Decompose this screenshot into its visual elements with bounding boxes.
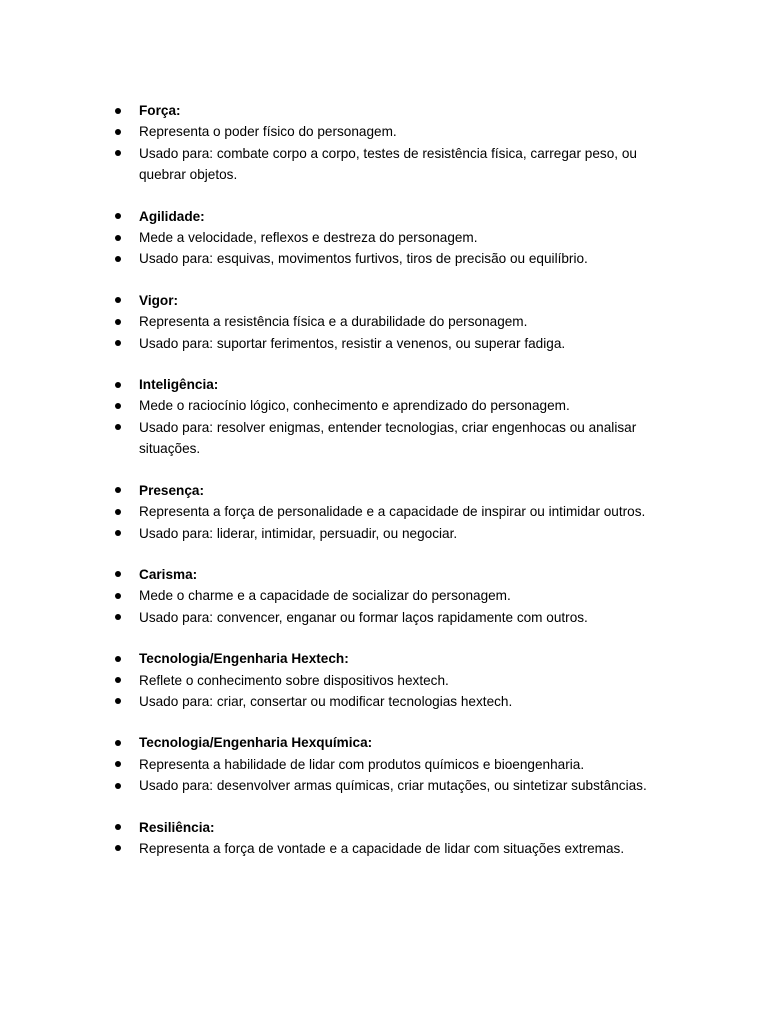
- attribute-detail-item: [115, 754, 675, 775]
- attribute-title: Tecnologia/Engenharia Hextech:: [139, 651, 349, 667]
- attribute-detail-item: [115, 670, 675, 691]
- attribute-section: [115, 290, 675, 354]
- attribute-title: Presença:: [139, 482, 204, 498]
- attribute-detail-text: Usado para: combate corpo a corpo, testes de resistência física, carregar peso, ou quebrar objetos.: [139, 145, 637, 183]
- attribute-title: Carisma:: [139, 566, 198, 582]
- bullet-icon: [115, 740, 121, 746]
- attribute-title: Tecnologia/Engenharia Hexquímica:: [139, 735, 373, 751]
- bullet-icon: [115, 235, 121, 241]
- bullet-icon: [115, 845, 121, 851]
- attribute-section: [115, 374, 675, 460]
- attribute-title: Vigor:: [139, 292, 179, 308]
- attribute-detail-item: [115, 585, 675, 606]
- attribute-detail-item: [115, 333, 675, 354]
- attribute-title: Inteligência:: [139, 377, 219, 393]
- bullet-icon: [115, 403, 121, 409]
- bullet-icon: [115, 571, 121, 577]
- attribute-detail-text: Usado para: resolver enigmas, entender tecnologias, criar engenhocas ou analisar situações.: [139, 419, 637, 457]
- attribute-detail-item: [115, 417, 675, 460]
- attribute-heading-item: [115, 732, 675, 753]
- bullet-icon: [115, 256, 121, 262]
- attribute-detail-text: Usado para: suportar ferimentos, resistir a venenos, ou superar fadiga.: [139, 335, 566, 351]
- attribute-detail-text: Representa a força de personalidade e a capacidade de inspirar ou intimidar outros.: [139, 504, 646, 520]
- bullet-icon: [115, 530, 121, 536]
- bullet-icon: [115, 340, 121, 346]
- attribute-detail-text: Representa o poder físico do personagem.: [139, 124, 397, 140]
- attribute-detail-text: Mede o raciocínio lógico, conhecimento e aprendizado do personagem.: [139, 398, 570, 414]
- attribute-detail-item: [115, 248, 675, 269]
- attribute-detail-item: [115, 607, 675, 628]
- attribute-section: [115, 564, 675, 628]
- attribute-detail-text: Usado para: liderar, intimidar, persuadir, ou negociar.: [139, 525, 458, 541]
- bullet-icon: [115, 509, 121, 515]
- bullet-icon: [115, 382, 121, 388]
- attribute-section: [115, 732, 675, 796]
- attribute-detail-item: [115, 121, 675, 142]
- attribute-section: [115, 817, 675, 860]
- bullet-icon: [115, 593, 121, 599]
- attribute-title: Resiliência:: [139, 819, 215, 835]
- attribute-heading-item: [115, 817, 675, 838]
- attribute-detail-item: [115, 691, 675, 712]
- attribute-section: [115, 480, 675, 544]
- bullet-icon: [115, 761, 121, 767]
- bullet-icon: [115, 698, 121, 704]
- bullet-icon: [115, 487, 121, 493]
- bullet-icon: [115, 213, 121, 219]
- attribute-heading-item: [115, 100, 675, 121]
- attribute-detail-item: [115, 227, 675, 248]
- attribute-detail-text: Representa a força de vontade e a capacidade de lidar com situações extremas.: [139, 840, 625, 856]
- attribute-heading-item: [115, 290, 675, 311]
- attribute-section: [115, 100, 675, 186]
- attribute-detail-text: Usado para: criar, consertar ou modificar tecnologias hextech.: [139, 693, 513, 709]
- attribute-detail-item: [115, 838, 675, 859]
- attribute-detail-item: [115, 395, 675, 416]
- attribute-detail-item: [115, 523, 675, 544]
- bullet-icon: [115, 424, 121, 430]
- attribute-heading-item: [115, 564, 675, 585]
- attribute-detail-item: [115, 501, 675, 522]
- attribute-heading-item: [115, 206, 675, 227]
- attribute-title: Agilidade:: [139, 208, 205, 224]
- bullet-icon: [115, 614, 121, 620]
- bullet-icon: [115, 319, 121, 325]
- attribute-detail-item: [115, 143, 675, 186]
- attribute-detail-text: Representa a resistência física e a durabilidade do personagem.: [139, 314, 528, 330]
- bullet-icon: [115, 783, 121, 789]
- bullet-icon: [115, 150, 121, 156]
- attribute-detail-item: [115, 311, 675, 332]
- attribute-detail-item: [115, 775, 675, 796]
- attribute-heading-item: [115, 480, 675, 501]
- attribute-detail-text: Mede a velocidade, reflexos e destreza do personagem.: [139, 230, 478, 246]
- attribute-list: [115, 100, 675, 879]
- bullet-icon: [115, 656, 121, 662]
- bullet-icon: [115, 108, 121, 114]
- attribute-detail-text: Representa a habilidade de lidar com produtos químicos e bioengenharia.: [139, 756, 585, 772]
- bullet-icon: [115, 677, 121, 683]
- attribute-detail-text: Usado para: desenvolver armas químicas, criar mutações, ou sintetizar substâncias.: [139, 778, 647, 794]
- attribute-detail-text: Usado para: esquivas, movimentos furtivos, tiros de precisão ou equilíbrio.: [139, 251, 588, 267]
- attribute-detail-text: Mede o charme e a capacidade de socializar do personagem.: [139, 588, 511, 604]
- attribute-detail-text: Reflete o conhecimento sobre dispositivos hextech.: [139, 672, 449, 688]
- attribute-detail-text: Usado para: convencer, enganar ou formar laços rapidamente com outros.: [139, 609, 588, 625]
- attribute-heading-item: [115, 374, 675, 395]
- attribute-title: Força:: [139, 103, 181, 118]
- attribute-section: [115, 206, 675, 270]
- bullet-icon: [115, 129, 121, 135]
- bullet-icon: [115, 297, 121, 303]
- bullet-icon: [115, 824, 121, 830]
- attribute-heading-item: [115, 648, 675, 669]
- attribute-section: [115, 648, 675, 712]
